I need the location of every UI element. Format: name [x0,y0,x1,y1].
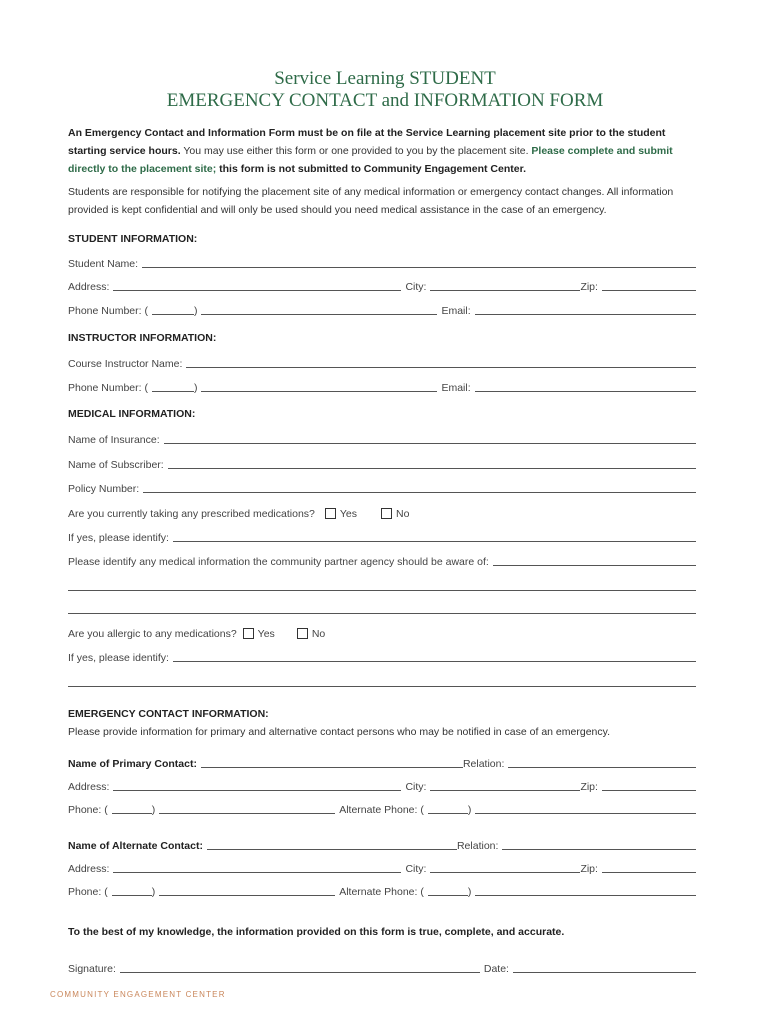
alternate-phone-close: ) [151,886,156,898]
allergy-identify-field-2[interactable] [68,675,696,687]
alternate-contact-label: Name of Alternate Contact: [68,840,203,852]
primary-contact-field[interactable] [201,756,463,768]
primary-area-code-field[interactable] [112,802,152,814]
form-title-line1: Service Learning STUDENT [274,68,496,89]
primary-alt-phone-close: ) [467,804,472,816]
alternate-phone-field[interactable] [159,884,335,896]
allergy-identify-label: If yes, please identify: [68,652,169,664]
student-phone-close: ) [193,305,198,317]
student-email-field[interactable] [475,303,696,315]
alternate-city-field[interactable] [430,861,580,873]
alternate-alt-phone-field[interactable] [475,884,696,896]
intro-normal-1: You may use either this form or one provided to you by the placement site. [180,145,532,157]
instructor-phone-close: ) [193,382,198,394]
primary-address-label: Address: [68,781,110,793]
insurance-label: Name of Insurance: [68,434,160,446]
subscriber-field[interactable] [168,457,696,469]
student-zip-field[interactable] [602,279,696,291]
primary-city-field[interactable] [430,779,580,791]
primary-alt-area-code-field[interactable] [428,802,468,814]
allergy-identify-field[interactable] [173,650,696,662]
date-label: Date: [483,963,509,975]
intro-paragraph [68,124,703,178]
primary-alt-phone-label: Alternate Phone: ( [339,804,424,816]
primary-relation-field[interactable] [508,756,696,768]
alternate-alt-area-code-field[interactable] [428,884,468,896]
footer-org-name: COMMUNITY ENGAGEMENT CENTER [50,990,226,999]
intro-bold-1: An Emergency Contact and Information Form must be on file at the Service Learning placement site prior to the student starting service hours. [68,127,666,157]
alternate-phone-row [68,882,696,898]
primary-zip-field[interactable] [602,779,696,791]
agency-info-field[interactable] [493,554,696,566]
student-name-field[interactable] [142,256,696,268]
signature-row [68,959,696,975]
student-phone-field[interactable] [201,303,437,315]
medications-question: Are you currently taking any prescribed medications? [68,508,315,520]
alternate-relation-field[interactable] [502,838,696,850]
intro-bold-2: this form is not submitted to Community Engagement Center. [216,163,526,175]
primary-alt-phone-field[interactable] [475,802,696,814]
allergy-identify-line-2 [68,673,696,689]
allergy-question: Are you allergic to any medications? [68,628,237,640]
primary-phone-close: ) [151,804,156,816]
instructor-name-field[interactable] [186,356,696,368]
medications-yes-checkbox[interactable] [325,508,336,519]
student-zip-label: Zip: [580,281,598,293]
medications-yes-label: Yes [339,508,358,520]
alternate-address-label: Address: [68,863,110,875]
allergy-question-row [68,624,696,640]
primary-phone-row [68,800,696,816]
alternate-contact-field[interactable] [207,838,457,850]
form-title-line2: EMERGENCY CONTACT and INFORMATION FORM [166,90,604,111]
confidentiality-paragraph: Students are responsible for notifying the placement site of any medical information or emergency contact changes. All information provided is kept confidential and will only be used should you need medical assistance in the case of an emergency. [68,186,674,216]
primary-contact-label: Name of Primary Contact: [68,758,197,770]
intro-green: Please complete and submit directly to the placement site; [68,145,673,175]
alternate-alt-phone-close: ) [467,886,472,898]
primary-zip-label: Zip: [580,781,598,793]
alternate-contact-row [68,836,696,852]
alternate-area-code-field[interactable] [112,884,152,896]
allergy-yes-label: Yes [257,628,275,640]
student-city-field[interactable] [430,279,580,291]
agency-info-line-3 [68,600,696,616]
alternate-zip-label: Zip: [580,863,598,875]
student-address-row [68,277,696,293]
primary-address-row [68,777,696,793]
policy-label: Policy Number: [68,483,140,495]
medications-no-label: No [396,508,410,520]
student-phone-row [68,301,696,317]
instructor-phone-label: Phone Number: ( [68,382,148,394]
agency-info-field-3[interactable] [68,602,696,614]
emergency-heading: EMERGENCY CONTACT INFORMATION: [68,708,269,720]
policy-row [68,479,696,495]
primary-phone-label: Phone: ( [68,804,108,816]
allergy-yes-checkbox[interactable] [243,628,254,639]
medications-identify-label: If yes, please identify: [68,532,169,544]
alternate-zip-field[interactable] [602,861,696,873]
instructor-email-field[interactable] [475,380,696,392]
instructor-heading: INSTRUCTOR INFORMATION: [68,332,217,344]
signature-field[interactable] [120,961,480,973]
insurance-field[interactable] [164,432,696,444]
subscriber-label: Name of Subscriber: [68,459,164,471]
alternate-relation-label: Relation: [456,840,499,852]
primary-phone-field[interactable] [159,802,335,814]
alternate-address-row [68,859,696,875]
alternate-city-label: City: [405,863,427,875]
student-address-field[interactable] [113,279,401,291]
student-city-label: City: [405,281,427,293]
primary-city-label: City: [405,781,427,793]
certification-statement: To the best of my knowledge, the information provided on this form is true, complete, and accurate. [68,926,565,938]
insurance-row [68,430,696,446]
medications-question-row [68,504,696,520]
primary-contact-row [68,754,696,770]
student-phone-label: Phone Number: ( [68,305,148,317]
agency-info-label: Please identify any medical information the community partner agency should be aware of: [68,556,489,568]
primary-relation-label: Relation: [462,758,505,770]
allergy-no-label: No [311,628,326,640]
instructor-name-row [68,354,696,370]
student-name-row [68,254,696,270]
agency-info-line-2 [68,577,696,593]
signature-label: Signature: [68,963,116,975]
primary-address-field[interactable] [113,779,401,791]
agency-info-row [68,552,696,568]
alternate-alt-phone-label: Alternate Phone: ( [339,886,424,898]
student-email-label: Email: [441,305,471,317]
alternate-phone-label: Phone: ( [68,886,108,898]
emergency-instructions: Please provide information for primary and alternative contact persons who may be notified in case of an emergency. [68,726,611,738]
instructor-email-label: Email: [441,382,471,394]
subscriber-row [68,455,696,471]
student-name-label: Student Name: [68,258,139,270]
instructor-area-code-field[interactable] [152,380,194,392]
alternate-address-field[interactable] [113,861,401,873]
instructor-name-label: Course Instructor Name: [68,358,183,370]
student-heading: STUDENT INFORMATION: [68,233,198,245]
medications-identify-field[interactable] [173,530,696,542]
agency-info-field-2[interactable] [68,579,696,591]
instructor-phone-row [68,378,696,394]
medical-heading: MEDICAL INFORMATION: [68,408,196,420]
medications-no-checkbox[interactable] [381,508,392,519]
allergy-identify-row [68,648,696,664]
student-area-code-field[interactable] [152,303,194,315]
allergy-no-checkbox[interactable] [297,628,308,639]
date-field[interactable] [513,961,696,973]
medications-identify-row [68,528,696,544]
policy-field[interactable] [143,481,696,493]
student-address-label: Address: [68,281,110,293]
instructor-phone-field[interactable] [201,380,437,392]
